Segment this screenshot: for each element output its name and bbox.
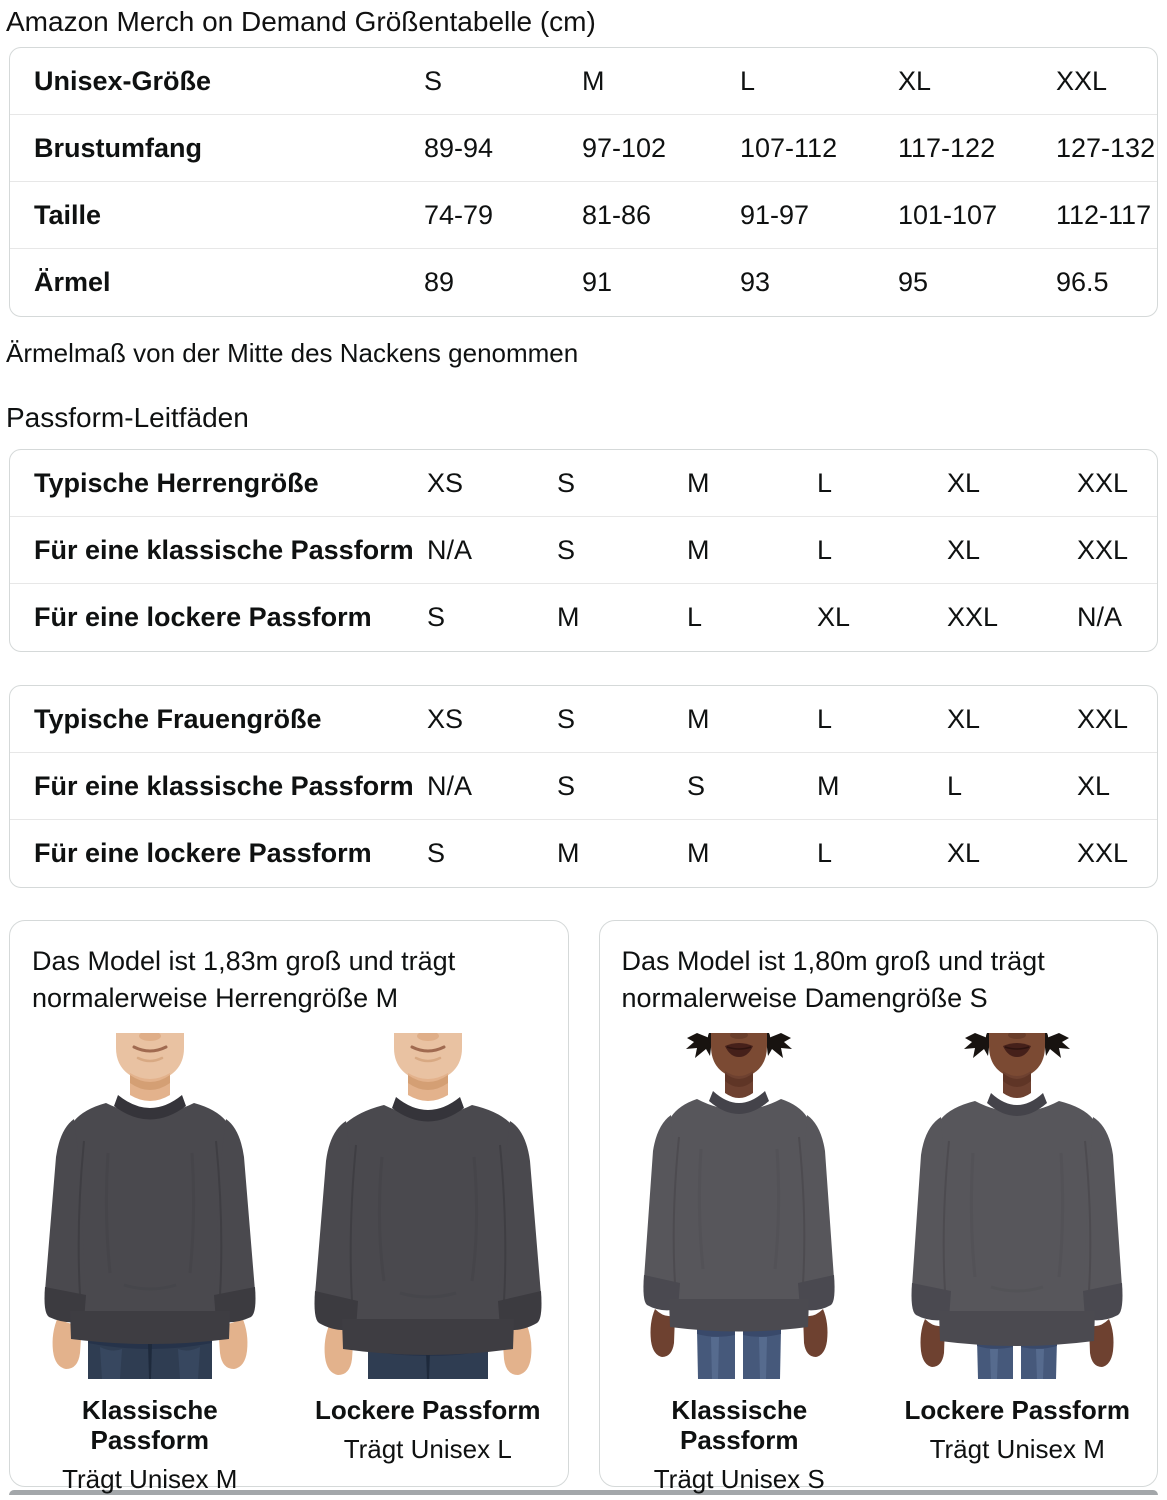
table-row: [10, 115, 1157, 182]
size-cell: XL: [898, 65, 932, 96]
figures-row: [612, 1033, 1146, 1495]
size-cell: S: [424, 65, 443, 96]
row-label: Typische Frauengröße: [34, 703, 322, 734]
size-cell: 93: [740, 267, 771, 298]
model-cards: [9, 920, 1158, 1495]
table-row: [10, 249, 1157, 316]
size-cell: 91: [582, 267, 613, 298]
size-cell: L: [687, 602, 703, 633]
table-row: [10, 182, 1157, 249]
row-label: Taille: [34, 199, 102, 230]
fit-label: Lockere Passform: [315, 1395, 541, 1426]
size-cell: L: [947, 770, 963, 801]
row-label: Für eine klassische Passform: [34, 534, 414, 565]
size-label: Trägt Unisex S: [653, 1464, 825, 1495]
size-cell: L: [817, 703, 833, 734]
size-cell: S: [557, 770, 576, 801]
row-label: Für eine klassische Passform: [34, 770, 414, 801]
fit-table-men: [9, 449, 1158, 652]
size-cell: XL: [947, 467, 981, 498]
size-cell: XS: [427, 467, 464, 498]
sweatshirt: [314, 1097, 541, 1355]
table-row: [10, 450, 1157, 517]
row-label: Brustumfang: [34, 132, 202, 163]
size-cell: 89-94: [424, 132, 494, 163]
fit-label: Klassische Passform: [671, 1395, 808, 1456]
size-cell: XXL: [1077, 534, 1129, 565]
sleeve-measurement-note: Ärmelmaß von der Mitte des Nackens genommen: [6, 338, 579, 369]
face: [394, 1033, 462, 1101]
size-cell: 96.5: [1056, 267, 1109, 298]
row-label: Ärmel: [34, 267, 111, 298]
size-cell: M: [687, 534, 710, 565]
size-cell: S: [427, 838, 446, 869]
page-title: Amazon Merch on Demand Größentabelle (cm): [6, 6, 596, 37]
size-cell: 97-102: [582, 132, 667, 163]
model-card-women: [599, 920, 1159, 1495]
size-cell: L: [817, 467, 833, 498]
row-label: Für eine lockere Passform: [34, 602, 372, 633]
size-cell: 95: [898, 267, 929, 298]
size-cell: XL: [947, 534, 981, 565]
sweatshirt: [912, 1093, 1123, 1346]
face: [964, 1033, 1070, 1098]
size-cell: S: [557, 534, 576, 565]
card-description: Das Model ist 1,80m groß und trägt normalerweise Damengröße S: [621, 946, 1045, 1014]
size-cell: S: [687, 770, 706, 801]
table-row: [10, 584, 1157, 651]
size-cell: XXL: [1077, 838, 1129, 869]
size-cell: 74-79: [424, 199, 494, 230]
size-cell: XXL: [1077, 467, 1129, 498]
size-cell: S: [557, 703, 576, 734]
model-card-men: [9, 920, 569, 1495]
fit-guides-heading: Passform-Leitfäden: [6, 402, 249, 434]
size-cell: L: [817, 838, 833, 869]
size-cell: N/A: [1077, 602, 1123, 633]
table-row: [10, 820, 1157, 887]
model-figure-women-loose: [891, 1033, 1143, 1495]
size-cell: 107-112: [740, 132, 838, 163]
size-cell: XXL: [947, 602, 999, 633]
model-photo-men-loose-icon: [302, 1033, 554, 1379]
size-cell: M: [687, 703, 710, 734]
size-cell: 81-86: [582, 199, 652, 230]
figures-row: [22, 1033, 556, 1495]
size-label: Trägt Unisex L: [343, 1434, 512, 1465]
size-label: Trägt Unisex M: [929, 1434, 1105, 1465]
size-cell: M: [582, 65, 605, 96]
size-cell: M: [557, 602, 580, 633]
size-cell: 101-107: [898, 199, 998, 230]
size-cell: 112-117: [1056, 199, 1152, 230]
size-cell: M: [817, 770, 840, 801]
size-cell: XXL: [1077, 703, 1129, 734]
size-cell: 89: [424, 267, 455, 298]
model-photo-men-classic-icon: [24, 1033, 276, 1379]
model-figure-men-loose: [302, 1033, 554, 1495]
table-row: [10, 517, 1157, 584]
card-description: Das Model ist 1,83m groß und trägt normalerweise Herrengröße M: [32, 946, 456, 1014]
table-row: [10, 48, 1157, 115]
sweatshirt: [44, 1095, 255, 1344]
size-cell: N/A: [427, 534, 473, 565]
fit-label: Klassische Passform: [81, 1395, 218, 1456]
fit-table-women: [9, 685, 1158, 888]
model-figure-women-classic: [613, 1033, 865, 1495]
row-label: Typische Herrengröße: [34, 467, 319, 498]
fit-label: Lockere Passform: [904, 1395, 1130, 1426]
size-cell: S: [557, 467, 576, 498]
face: [116, 1033, 184, 1101]
size-cell: L: [740, 65, 756, 96]
size-cell: M: [687, 838, 710, 869]
face: [686, 1033, 792, 1098]
size-cell: M: [687, 467, 710, 498]
size-cell: L: [817, 534, 833, 565]
sweatshirt: [644, 1091, 835, 1332]
size-cell: S: [427, 602, 446, 633]
size-cell: M: [557, 838, 580, 869]
model-photo-women-loose-icon: [891, 1033, 1143, 1379]
table-row: [10, 686, 1157, 753]
size-table: [9, 47, 1158, 317]
size-cell: N/A: [427, 770, 473, 801]
table-row: [10, 753, 1157, 820]
row-label: Für eine lockere Passform: [34, 838, 372, 869]
size-cell: XL: [1077, 770, 1111, 801]
size-cell: XXL: [1056, 65, 1108, 96]
size-cell: 117-122: [898, 132, 996, 163]
size-cell: XS: [427, 703, 464, 734]
size-cell: XL: [947, 703, 981, 734]
row-label: Unisex-Größe: [34, 65, 212, 96]
size-cell: XL: [817, 602, 851, 633]
model-photo-women-classic-icon: [613, 1033, 865, 1379]
model-figure-men-classic: [24, 1033, 276, 1495]
size-cell: 127-132: [1056, 132, 1156, 163]
size-cell: XL: [947, 838, 981, 869]
jeans: [697, 1325, 781, 1379]
size-label: Trägt Unisex M: [62, 1464, 238, 1495]
size-cell: 91-97: [740, 199, 810, 230]
